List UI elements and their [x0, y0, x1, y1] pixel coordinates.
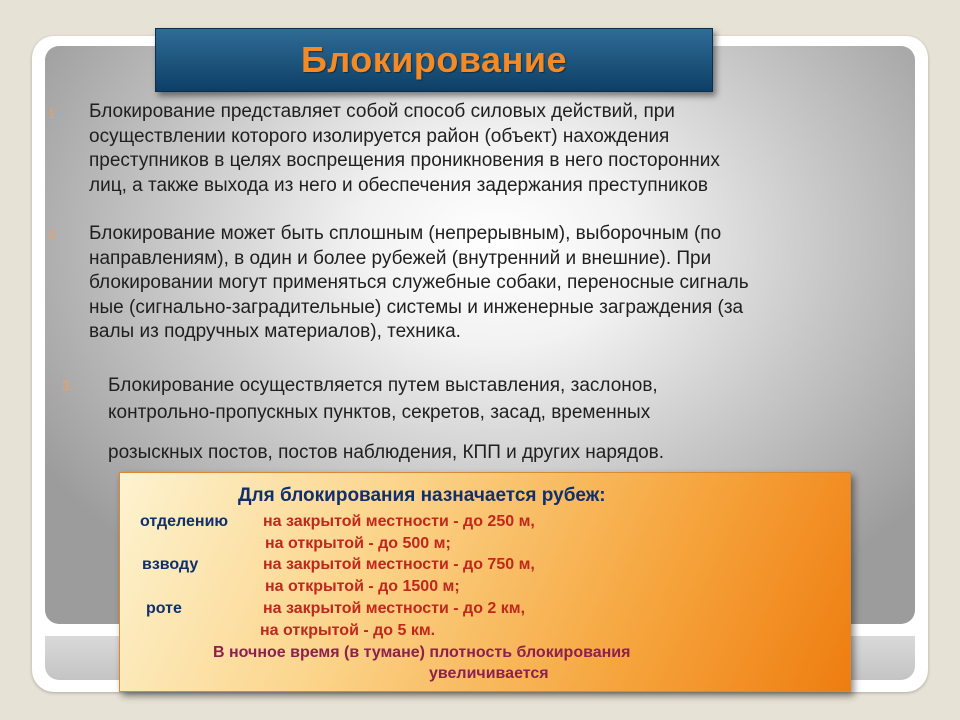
- row-unit-platoon: взводу: [142, 556, 199, 573]
- row-platoon-open: на открытой - до 1500 м;: [265, 578, 460, 595]
- slide-title: Блокирование: [301, 39, 567, 80]
- row-squad-closed: на закрытой местности - до 250 м,: [263, 513, 535, 530]
- item-3-text-line-1: Блокирование осуществляется путем выставления, заслонов,: [108, 375, 658, 396]
- item-1-number: 1.: [48, 106, 59, 121]
- box-heading: Для блокирования назначается рубеж:: [238, 485, 606, 506]
- night-note-line-1: В ночное время (в тумане) плотность блокирования: [213, 644, 631, 661]
- boundary-info-box: [119, 472, 851, 692]
- night-note-line-2: увеличивается: [429, 665, 549, 682]
- row-platoon-closed: на закрытой местности - до 750 м,: [263, 556, 535, 573]
- row-unit-company: роте: [146, 600, 182, 617]
- row-squad-open: на открытой - до 500 м;: [265, 535, 451, 552]
- row-unit-squad: отделению: [140, 513, 229, 530]
- item-3-number: 3.: [62, 378, 73, 393]
- row-company-closed: на закрытой местности - до 2 км,: [263, 600, 526, 617]
- row-company-open: на открытой - до 5 км.: [260, 622, 436, 639]
- item-3-text-line-3: розыскных постов, постов наблюдения, КПП и других нарядов.: [108, 442, 665, 463]
- title-banner: [155, 28, 713, 92]
- item-2-number: 2.: [48, 228, 59, 243]
- item-3-text-line-2: контрольно-пропускных пунктов, секретов, засад, временных: [108, 402, 651, 423]
- item-1-text: Блокирование представляет собой способ силовых действий, при осуществлении которого изолируется район (объект) нахождения преступников в целях воспрещения проникновения в него посторонних лиц, а также выхода из него и обеспечения задержания преступников: [89, 101, 720, 196]
- item-2-text: Блокирование может быть сплошным (непрерывным), выборочным (по направлениям), в один и более рубежей (внутренний и внешние). При блокировании могут применяться служебные собаки, переносные сигналь ные (сигнально-заградительные) системы и инженерные заграждения (за валы из подручных материалов), техника.: [89, 223, 749, 342]
